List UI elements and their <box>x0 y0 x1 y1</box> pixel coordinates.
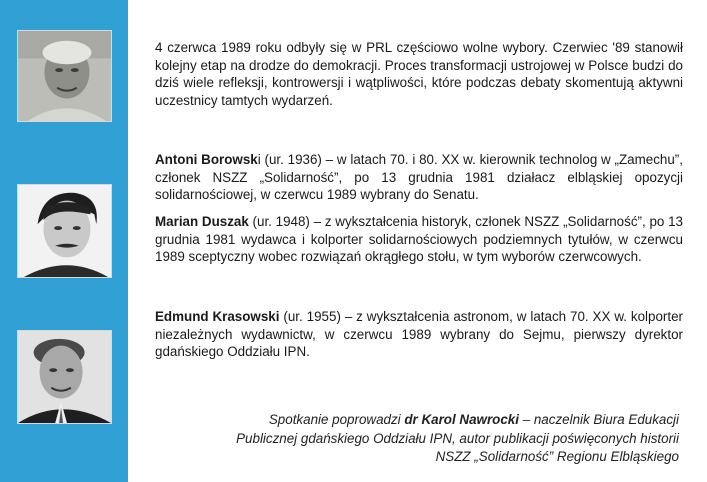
blue-sidebar <box>0 0 128 482</box>
bio-name: Marian Duszak <box>155 214 249 229</box>
bio-text: (ur. 1948) – z wykształcenia historyk, członek NSZZ „Solidarność”, po 13 grudnia 1981 wydawca i kolporter solidarnościowych podziemnych tytułów, w czerwcu 1989 sceptyczny wobec rozwiązań okrągłego stołu, w tym wyborów czerwcowych. <box>155 214 683 265</box>
bio-duszak <box>155 213 683 266</box>
footer-rest: – naczelnik Biura Edukacji Publicznej gdańskiego Oddziału IPN, autor publikacji poświęconych historii NSZZ „Solidarność” Regionu Elbląskiego <box>236 412 679 464</box>
bio-name: Edmund Krasowski <box>155 309 280 324</box>
bio-text: (ur. 1955) – z wykształcenia astronom, w latach 70. XX w. kolporter niezależnych wydawnictw, w czerwcu 1989 wybrany do Sejmu, pierwszy dyrektor gdańskiego Oddziału IPN. <box>155 309 684 360</box>
bio-krasowski <box>155 308 683 361</box>
portrait-krasowski-image <box>18 331 111 423</box>
moderator-name: dr Karol Nawrocki <box>404 412 519 427</box>
portrait-borowski-image <box>18 31 111 121</box>
portrait-photo-duszak <box>17 184 112 278</box>
bio-text: i (ur. 1936) – w latach 70. i 80. XX w. kierownik technolog w „Zamechu”, członek NSZZ „Solidarność”, po 13 grudnia 1981 działacz elbląskiej opozycji solidarnościowej, w czerwcu 1989 wybrany do Senatu. <box>155 152 683 203</box>
footer-lead: Spotkanie poprowadzi <box>268 412 405 427</box>
bio-borowski <box>155 151 683 204</box>
bio-name: Antoni Borowsk <box>155 152 258 167</box>
portrait-duszak-image <box>18 185 111 277</box>
moderator-note <box>209 411 679 467</box>
portrait-photo-krasowski <box>17 330 112 424</box>
intro-paragraph: 4 czerwca 1989 roku odbyły się w PRL częściowo wolne wybory. Czerwiec '89 stanowił kolejny etap na drodze do demokracji. Proces transformacji ustrojowej w Polsce budzi do dziś wiele refleksji, kontrowersji i wątpliwości, które podczas debaty skomentują aktywni uczestnicy tamtych wydarzeń. <box>155 40 683 108</box>
portrait-photo-borowski <box>17 30 112 122</box>
